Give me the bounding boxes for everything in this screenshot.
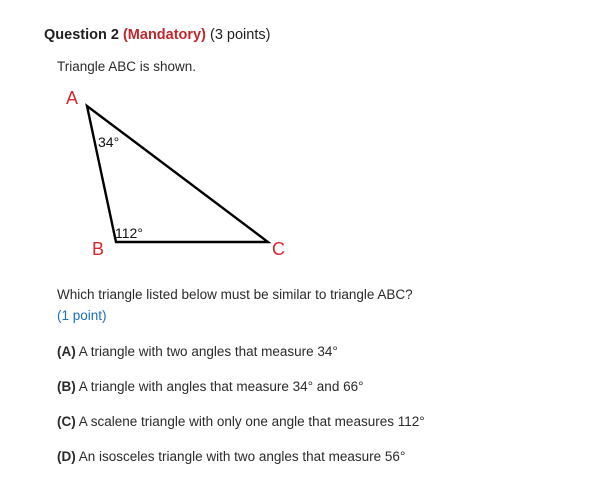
question-header bbox=[44, 27, 270, 43]
question-title: Question 2 bbox=[44, 27, 119, 43]
choice-letter: (B) bbox=[57, 379, 76, 394]
triangle-abc bbox=[87, 106, 268, 242]
vertex-label-b: B bbox=[92, 239, 105, 259]
angle-label-a: 34° bbox=[98, 134, 120, 150]
choice-letter: (C) bbox=[57, 414, 76, 429]
angle-label-b: 112° bbox=[115, 225, 143, 241]
choice-letter: (A) bbox=[57, 344, 76, 359]
answer-choice-b[interactable] bbox=[57, 379, 364, 394]
question-points: (3 points) bbox=[209, 27, 271, 43]
choice-letter: (D) bbox=[57, 449, 76, 464]
answer-choice-d[interactable] bbox=[57, 449, 405, 464]
vertex-label-c: C bbox=[272, 239, 285, 259]
choice-text: A scalene triangle with only one angle that measures 112° bbox=[78, 414, 425, 429]
question-sub-points: (1 point) bbox=[57, 308, 107, 323]
answer-choice-c[interactable] bbox=[57, 414, 425, 429]
answer-choice-a[interactable] bbox=[57, 344, 338, 359]
choice-text: An isosceles triangle with two angles that measure 56° bbox=[78, 449, 406, 464]
triangle-figure bbox=[60, 84, 300, 264]
mandatory-label: (Mandatory) bbox=[122, 27, 206, 43]
question-text: Which triangle listed below must be similar to triangle ABC? bbox=[57, 287, 413, 302]
vertex-label-a: A bbox=[66, 88, 79, 108]
choice-text: A triangle with two angles that measure 34° bbox=[78, 344, 338, 359]
choice-text: A triangle with angles that measure 34° and 66° bbox=[78, 379, 364, 394]
question-prompt: Triangle ABC is shown. bbox=[57, 59, 197, 74]
